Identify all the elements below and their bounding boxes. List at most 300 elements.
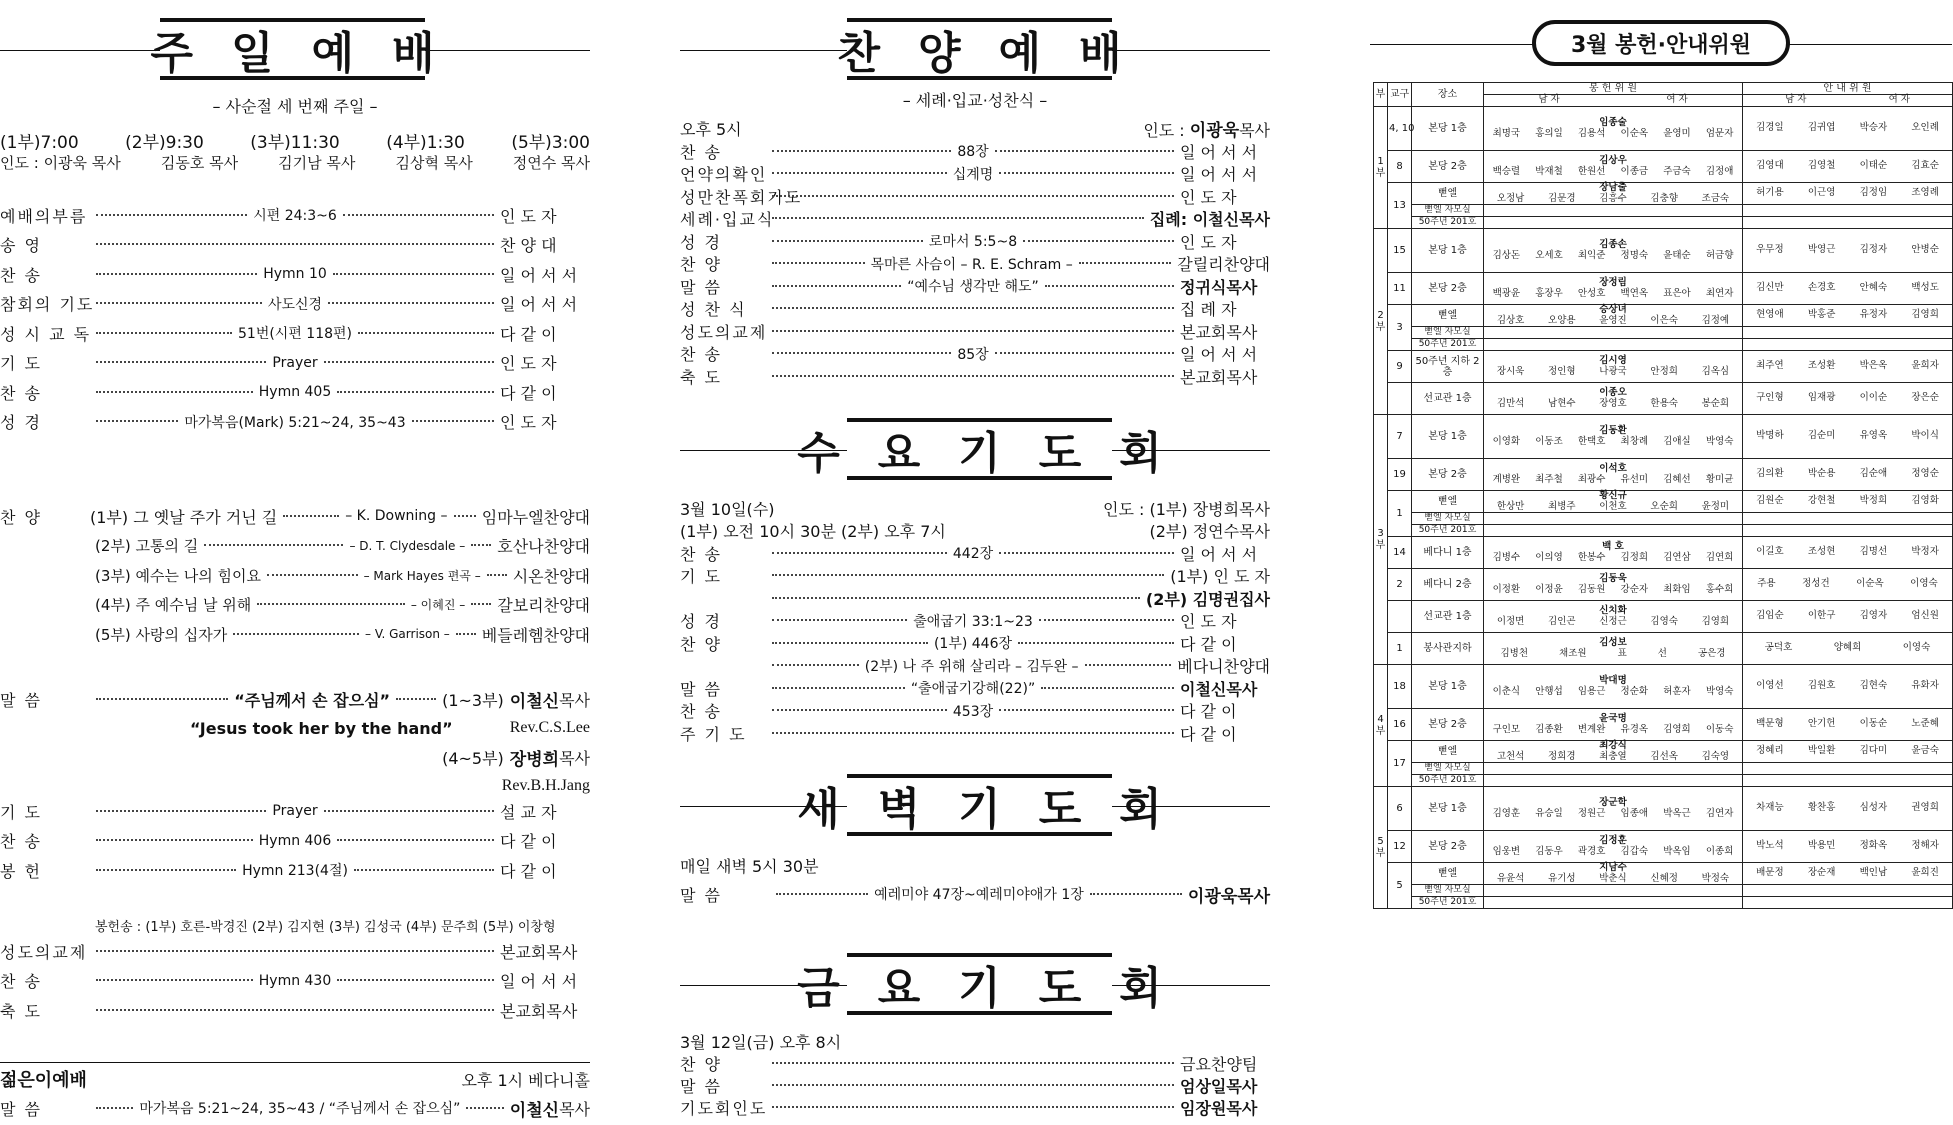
person-name: 현영애: [1756, 309, 1784, 321]
wednesday-title: 수요기도회: [847, 418, 1112, 480]
place-cell: 본당 1층: [1412, 787, 1484, 831]
person-name: 김정희: [1620, 551, 1649, 563]
person-name: 김영희: [1663, 723, 1691, 735]
hdr-guide: 안 내 위 원: [1743, 83, 1953, 95]
person-name: 고천석: [1496, 750, 1525, 762]
anthem-part: (4부) 주 예수님 날 위해: [95, 596, 252, 614]
person-name: 강현철: [1807, 495, 1836, 507]
part-cell: 1부: [1374, 107, 1388, 229]
item-label: 성 경: [680, 612, 722, 631]
person-name: 김선옥: [1650, 750, 1678, 762]
guide-names: [1743, 665, 1953, 709]
dots: [772, 165, 947, 174]
sermon-part1: (1~3부): [442, 690, 504, 710]
order-item: [0, 999, 590, 1021]
person-name: 김다미: [1859, 745, 1888, 757]
person-name: 오양용: [1548, 314, 1576, 326]
dots: [337, 384, 494, 393]
anthem-row: [95, 564, 590, 586]
item-detail: 목마른 사슴이 – R. E. Schram –: [870, 256, 1073, 273]
person-name: 윤영진: [1599, 314, 1627, 326]
parish-cell: 5: [1388, 863, 1412, 909]
committee-subrow: [1374, 897, 1953, 909]
praise-time-row: [680, 117, 1270, 139]
guide-names: [1743, 383, 1953, 415]
anthem-part: (3부) 예수는 나의 힘이요: [95, 566, 261, 585]
dots: [772, 323, 1174, 332]
person-name: 백문형: [1756, 718, 1784, 730]
person-name: 황미균: [1705, 473, 1734, 485]
person-name: 유정자: [1859, 309, 1888, 321]
person-name: 박정자: [1911, 546, 1939, 558]
dots: [471, 596, 491, 605]
lead-name: 승상녀: [1599, 304, 1627, 315]
offering-names: [1484, 415, 1743, 459]
person-name: 김의환: [1756, 468, 1784, 480]
person-name: 선: [1657, 647, 1667, 659]
committee-row: [1374, 459, 1953, 491]
anthem-choir: 호산나찬양대: [497, 537, 590, 556]
person-name: 박옥임: [1663, 845, 1691, 857]
sermon-eng-row: [190, 717, 590, 739]
committee-row: [1374, 787, 1953, 831]
sermon-eng-title: “Jesus took her by the hand”: [190, 718, 453, 738]
offering-list: [1485, 475, 1741, 486]
hdr-female: 여 자: [1666, 94, 1688, 106]
order-item: [0, 800, 590, 822]
dots: [412, 413, 494, 422]
person-name: 박영근: [1807, 244, 1836, 256]
guide-list: [1744, 361, 1951, 372]
guide-list: [1744, 496, 1951, 507]
part-cell: 2부: [1374, 229, 1388, 415]
person-name: 김숙영: [1701, 750, 1730, 762]
person-name: 안기헌: [1807, 718, 1836, 730]
person-name: 표은아: [1663, 287, 1691, 299]
offering-list: [1485, 847, 1741, 858]
person-name: 박홍준: [1807, 309, 1836, 321]
item-role: 찬 양 대: [500, 236, 557, 255]
committee-subrow: [1374, 205, 1953, 217]
person-name: 한택호: [1577, 435, 1606, 447]
guide-names: [1743, 569, 1953, 601]
lead-name: 황신규: [1599, 490, 1627, 501]
dots: [471, 537, 491, 546]
lead-name: 신치화: [1599, 605, 1627, 616]
dawn-title: 새벽기도회: [847, 774, 1112, 836]
person-name: 백연옥: [1620, 287, 1649, 299]
dots: [328, 295, 494, 304]
person-name: 백인남: [1859, 867, 1888, 879]
person-name: 박은옥: [1859, 360, 1888, 372]
offering-names: [1484, 459, 1743, 491]
offering-names: [1484, 351, 1743, 383]
item-label: 찬 송: [680, 544, 722, 564]
person-name: 나광국: [1599, 365, 1627, 377]
sunday-title: 주일예배: [160, 18, 425, 80]
hdr-male2: 남 자: [1785, 94, 1807, 106]
order-item: [680, 343, 1270, 365]
wed-leader2: (2부) 정연수목사: [1149, 521, 1270, 541]
leader-1: 인도 : 이광욱 목사: [0, 154, 121, 172]
order-item: [680, 610, 1270, 632]
person-name: 백성도: [1911, 282, 1939, 294]
person-name: 최연자: [1705, 287, 1734, 299]
offering-list: [1485, 874, 1741, 885]
hdr-female2: 여 자: [1888, 94, 1910, 106]
person-name: 김만석: [1496, 397, 1525, 409]
person-name: 김영화: [1911, 495, 1939, 507]
item-role: 본교회목사: [1180, 322, 1258, 342]
order-item: [680, 542, 1270, 564]
item-label: 성 경: [680, 232, 722, 252]
anthem-row: [95, 623, 590, 645]
dots: [96, 325, 232, 334]
guide-names: [1743, 183, 1953, 205]
anthem-part: (2부) 고통의 길: [95, 537, 199, 555]
dots: [96, 691, 228, 700]
person-name: 김임순: [1756, 610, 1784, 622]
item-label: 성 찬 식: [680, 300, 747, 319]
guide-list: [1744, 803, 1951, 814]
eng-preacher1: Rev.C.S.Lee: [509, 719, 590, 736]
parish-cell: 15: [1388, 229, 1412, 273]
parish-cell: 4, 10: [1388, 107, 1412, 151]
item-label: 기도회인도: [680, 1098, 768, 1118]
dawn-time: 매일 새벽 5시 30분: [680, 856, 819, 876]
person-name: 이순옥: [1856, 578, 1884, 590]
youth-row: [0, 1068, 590, 1090]
guide-names: [1743, 741, 1953, 763]
person-name: 김순애: [1859, 468, 1888, 480]
person-name: 변계완: [1577, 723, 1606, 735]
youth-preacher: 이철신: [509, 1100, 560, 1121]
dots: [999, 545, 1174, 554]
person-name: 김인곤: [1548, 615, 1576, 627]
person-name: 허기용: [1756, 187, 1784, 199]
person-name: 김귀엽: [1807, 122, 1836, 134]
person-name: 이정면: [1496, 615, 1525, 627]
anthem-part: (5부) 사랑의 십자가: [95, 625, 228, 644]
person-name: 이영선: [1756, 680, 1784, 692]
anthem-row-1: [0, 505, 590, 527]
dots: [96, 862, 236, 871]
order-item: [680, 722, 1270, 744]
person-name: 정인형: [1548, 365, 1576, 377]
sub-place: 뻗엘 자모실: [1412, 327, 1484, 339]
person-name: 최광수: [1577, 473, 1606, 485]
committee-subrow: [1374, 525, 1953, 537]
item-role: 다 같 이: [500, 861, 557, 881]
item-label: 성도의교제: [680, 322, 768, 342]
item-label: 송 영: [0, 236, 42, 255]
person-name: 노준혜: [1911, 718, 1939, 730]
item-role: 다 같 이: [500, 832, 557, 851]
place-cell: 본당 1층: [1412, 665, 1484, 709]
item-role: 엄상일목사: [1180, 1076, 1258, 1096]
part-cell: 5부: [1374, 787, 1388, 909]
person-name: 김정예: [1701, 314, 1730, 326]
item-label: 성만찬폭회기도: [680, 187, 803, 207]
person-name: 양혜희: [1833, 642, 1862, 654]
parish-cell: 12: [1388, 831, 1412, 863]
order-item: [680, 365, 1270, 387]
dots: [772, 590, 1140, 599]
item-role: 금요찬양팀: [1180, 1054, 1258, 1074]
dots: [772, 725, 1174, 734]
sub-place: 50주년 201호: [1412, 525, 1484, 537]
item-label: 성 시 교 독: [0, 324, 92, 344]
anthem-choir: 임마누엘찬양대: [481, 507, 590, 527]
committee-row: [1374, 741, 1953, 763]
parish-cell: 11: [1388, 273, 1412, 305]
item-detail: 51번(시편 118편): [238, 326, 353, 342]
person-name: 정희경: [1548, 750, 1576, 762]
offering-names: [1484, 537, 1743, 569]
place-cell: 선교관 1층: [1412, 601, 1484, 633]
anthem-choir: 시온찬양대: [512, 566, 590, 586]
item-detail: Hymn 213(4절): [242, 863, 348, 879]
committee-row: [1374, 351, 1953, 383]
order-item: [0, 830, 590, 852]
youth-rank: 목사: [559, 1099, 590, 1119]
leader-5: 정연수 목사: [512, 154, 590, 172]
person-name: 곽경호: [1577, 845, 1606, 857]
person-name: 김종환: [1535, 723, 1563, 735]
guide-list: [1744, 547, 1951, 558]
item-role: 설 교 자: [500, 802, 557, 822]
youth-title: 젊은이예배: [0, 1070, 87, 1091]
place-cell: 본당 1층: [1412, 229, 1484, 273]
committee-table: [1373, 82, 1953, 909]
item-role: 본교회목사: [1180, 367, 1258, 387]
dots: [267, 567, 358, 576]
item-role: (2부) 김명권집사: [1145, 589, 1270, 609]
person-name: 최익준: [1577, 249, 1606, 261]
offering-list: [1485, 553, 1741, 564]
parish-cell: 18: [1388, 665, 1412, 709]
item-role: 다 같 이: [1180, 702, 1237, 721]
person-name: 정원근: [1577, 807, 1606, 819]
dots: [995, 143, 1174, 152]
offering-list: [1485, 194, 1741, 205]
item-role: 집례: 이철신목사: [1149, 210, 1270, 229]
item-detail: 십계명: [952, 166, 994, 183]
person-name: 이이순: [1859, 392, 1888, 404]
offering-list: [1485, 752, 1741, 763]
offering-list: [1485, 725, 1741, 736]
person-name: 유기성: [1548, 872, 1576, 884]
guide-list: [1744, 746, 1951, 757]
anthem-composer: – K. Downing –: [345, 508, 448, 524]
person-name: 김동원: [1577, 583, 1606, 595]
person-name: 임웅변: [1492, 845, 1521, 857]
person-name: 한용숙: [1650, 397, 1678, 409]
dots: [772, 1077, 1174, 1086]
person-name: 최병주: [1548, 500, 1576, 512]
committee-subrow: [1374, 217, 1953, 229]
dots: [1041, 680, 1174, 689]
place-cell: 선교관 1층: [1412, 383, 1484, 415]
hdr-part: 부: [1374, 83, 1388, 107]
item-role: 집 례 자: [1180, 300, 1237, 319]
offering-names: [1484, 863, 1743, 885]
parish-cell: 19: [1388, 459, 1412, 491]
guide-list: [1744, 719, 1951, 730]
item-label: 세례·입교식: [680, 210, 775, 229]
place-cell: 본당 2층: [1412, 709, 1484, 741]
person-name: 윤영미: [1663, 127, 1691, 139]
item-label: 말 씀: [680, 679, 722, 699]
dots: [96, 1002, 494, 1011]
offering-list: [1485, 617, 1741, 628]
dawn-label: 말 씀: [680, 885, 722, 905]
anthem-choir: 베들레헴찬양대: [481, 625, 590, 645]
person-name: 유영옥: [1859, 430, 1888, 442]
offering-names: [1484, 741, 1743, 763]
offering-note: 봉헌송 : (1부) 호른-박경진 (2부) 김지현 (3부) 김성국 (4부) 문주희 (5부) 이창형: [95, 919, 556, 935]
item-label: 찬 양: [680, 255, 722, 274]
order-item: [680, 700, 1270, 722]
guide-names: [1743, 459, 1953, 491]
person-name: 이영숙: [1910, 578, 1938, 590]
dots: [204, 537, 343, 546]
person-name: 정명숙: [1620, 249, 1649, 261]
person-name: 안혜숙: [1859, 282, 1888, 294]
item-role: 본교회목사: [500, 942, 578, 962]
person-name: 허금향: [1705, 249, 1734, 261]
person-name: 김정자: [1859, 244, 1888, 256]
item-role: 이철신목사: [1180, 679, 1258, 699]
person-name: 배문정: [1756, 867, 1784, 879]
friday-title: 금요기도회: [847, 953, 1112, 1015]
dots: [772, 702, 947, 711]
person-name: 박춘식: [1599, 872, 1627, 884]
order-item: [0, 940, 590, 962]
person-name: 이영숙: [1902, 642, 1931, 654]
youth-rule: [0, 1062, 590, 1063]
person-name: 김영숙: [1650, 615, 1678, 627]
person-name: 이천호: [1599, 500, 1627, 512]
guide-names: [1743, 351, 1953, 383]
sub-place: 50주년 201호: [1412, 775, 1484, 787]
offering-names: [1484, 787, 1743, 831]
item-role: 일 어 서 서: [500, 972, 578, 991]
dots: [233, 626, 359, 635]
dots: [1079, 255, 1172, 264]
offering-names: [1484, 383, 1743, 415]
dots: [772, 545, 947, 554]
place-cell: 뻗엘: [1412, 863, 1484, 885]
dots: [333, 266, 494, 275]
guide-names: [1743, 633, 1953, 665]
dots: [96, 295, 262, 304]
praise-subtitle: – 세례·입교·성찬식 –: [902, 91, 1048, 110]
wed-date: 3월 10일(수): [680, 499, 775, 519]
sermon-title: “주님께서 손 잡으심”: [234, 690, 391, 710]
offering-list: [1485, 399, 1741, 410]
guide-names: [1743, 537, 1953, 569]
dots: [324, 803, 494, 812]
person-name: 엄신원: [1911, 610, 1939, 622]
order-item: [0, 352, 590, 374]
part-cell: 4부: [1374, 665, 1388, 787]
person-name: 김병수: [1492, 551, 1521, 563]
dots: [358, 325, 494, 334]
person-name: 계병완: [1492, 473, 1521, 485]
item-role: 일 어 서 서: [1180, 142, 1258, 162]
lead-name: 김시영: [1599, 355, 1627, 366]
sermon-part2-row: [400, 746, 590, 768]
person-name: 김영훈: [1492, 807, 1521, 819]
item-label: 축 도: [680, 367, 722, 387]
sermon-preacher2: 장병희: [509, 749, 560, 770]
offering-list: [1485, 129, 1741, 140]
offering-list: [1485, 289, 1741, 300]
item-role: 본교회목사: [500, 1001, 578, 1021]
person-name: 이종금: [1620, 165, 1649, 177]
person-name: 김순미: [1807, 430, 1836, 442]
youth-time: 오후 1시 베다니홀: [461, 1070, 590, 1090]
part-cell: 3부: [1374, 415, 1388, 665]
guide-list: [1744, 123, 1951, 134]
person-name: 장순재: [1807, 867, 1836, 879]
person-name: 손경호: [1807, 282, 1836, 294]
leader-2: 김동호 목사: [160, 154, 239, 172]
person-name: 정혜리: [1756, 745, 1784, 757]
dots: [96, 972, 253, 981]
person-name: 홍수희: [1705, 583, 1734, 595]
person-name: 김영자: [1859, 610, 1888, 622]
committee-row: [1374, 537, 1953, 569]
person-name: 박정희: [1859, 495, 1888, 507]
guide-list: [1744, 310, 1951, 321]
place-cell: 본당 2층: [1412, 273, 1484, 305]
item-role: 다 같 이: [500, 324, 557, 344]
committee-title: 3월 봉헌·안내위원: [1532, 20, 1790, 66]
offering-list: [1485, 367, 1741, 378]
offering-names: [1484, 633, 1743, 665]
lead-name: 박대명: [1599, 675, 1627, 686]
guide-list: [1744, 643, 1951, 654]
dots: [772, 143, 951, 152]
person-name: 안병순: [1911, 244, 1939, 256]
person-name: 임용근: [1577, 685, 1606, 697]
dots: [337, 832, 494, 841]
hdr-parish: 교구: [1388, 83, 1412, 107]
anthem-choir: 갈보리찬양대: [497, 596, 590, 615]
offering-names: [1484, 183, 1743, 205]
person-name: 이영화: [1492, 435, 1521, 447]
person-name: 김옥심: [1701, 365, 1730, 377]
person-name: 강순자: [1620, 583, 1649, 595]
offering-names: [1484, 107, 1743, 151]
guide-list: [1744, 283, 1951, 294]
guide-names: [1743, 107, 1953, 151]
committee-row: [1374, 831, 1953, 863]
person-name: 임재광: [1807, 392, 1836, 404]
person-name: 박정숙: [1701, 872, 1730, 884]
person-name: 이길호: [1756, 546, 1784, 558]
committee-subrow: [1374, 775, 1953, 787]
offering-names: [1484, 229, 1743, 273]
person-name: 김영희: [1911, 309, 1939, 321]
order-item: [680, 163, 1270, 185]
place-cell: 베다니 1층: [1412, 537, 1484, 569]
item-role: 다 같 이: [500, 383, 557, 403]
wed-leader1: 인도 : (1부) 장병희목사: [1103, 499, 1270, 519]
person-name: 신정근: [1599, 615, 1627, 627]
